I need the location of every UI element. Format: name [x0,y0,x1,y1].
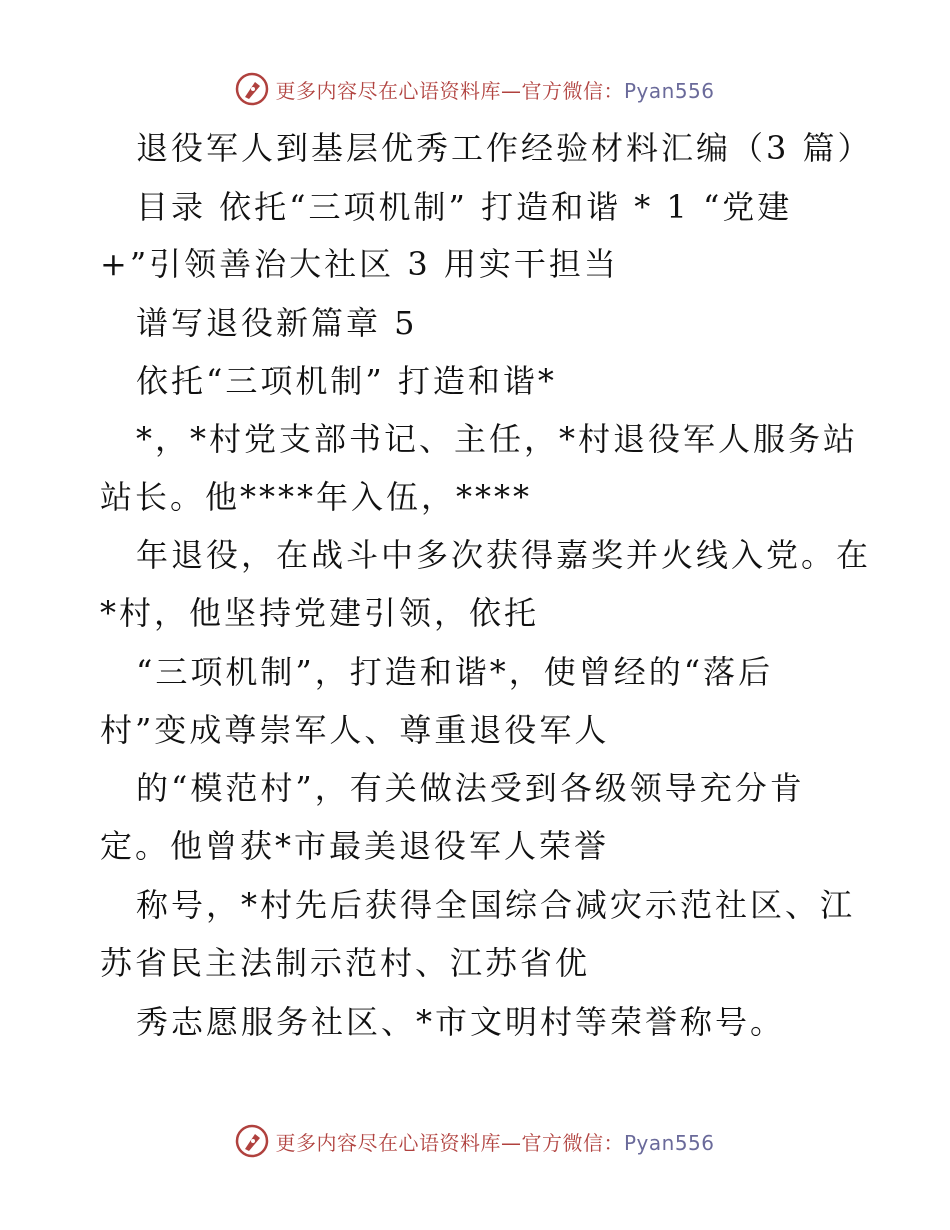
watermark-text: 更多内容尽在心语资料库—官方微信：Pyan556 [275,1130,715,1155]
toc-line: +”引领善治大社区 3 用实干担当 [100,245,619,283]
pen-nib-logo-icon [235,1124,269,1158]
paragraph-line: “三项机制”，打造和谐*，使曾经的“落后 [136,653,774,691]
paragraph-line: 的“模范村”，有关做法受到各级领导充分肯 [136,769,805,807]
header-watermark [0,72,950,106]
toc-line: 目录 依托“三项机制” 打造和谐 * 1 “党建 [136,188,793,226]
pen-nib-logo-icon [235,72,269,106]
paragraph-line: 站长。他****年入伍，**** [100,478,533,516]
paragraph-line: 年退役，在战斗中多次获得嘉奖并火线入党。在 [136,536,872,574]
paragraph-line: 定。他曾获*市最美退役军人荣誉 [100,827,610,865]
paragraph-line: *村，他坚持党建引领，依托 [100,594,540,632]
paragraph-line: 村”变成尊崇军人、尊重退役军人 [100,711,610,749]
section-heading: 依托“三项机制” 打造和谐* [136,362,557,400]
document-title: 退役军人到基层优秀工作经验材料汇编（3 篇） [136,129,873,167]
paragraph-line: 称号，*村先后获得全国综合减灾示范社区、江 [136,886,856,924]
toc-line: 谱写退役新篇章 5 [136,304,418,342]
footer-watermark [0,1124,950,1158]
paragraph-line: 秀志愿服务社区、*市文明村等荣誉称号。 [136,1003,786,1041]
paragraph-line: 苏省民主法制示范村、江苏省优 [100,944,591,982]
watermark-text: 更多内容尽在心语资料库—官方微信：Pyan556 [275,78,715,103]
paragraph-line: *，*村党支部书记、主任，*村退役军人服务站 [136,420,859,458]
